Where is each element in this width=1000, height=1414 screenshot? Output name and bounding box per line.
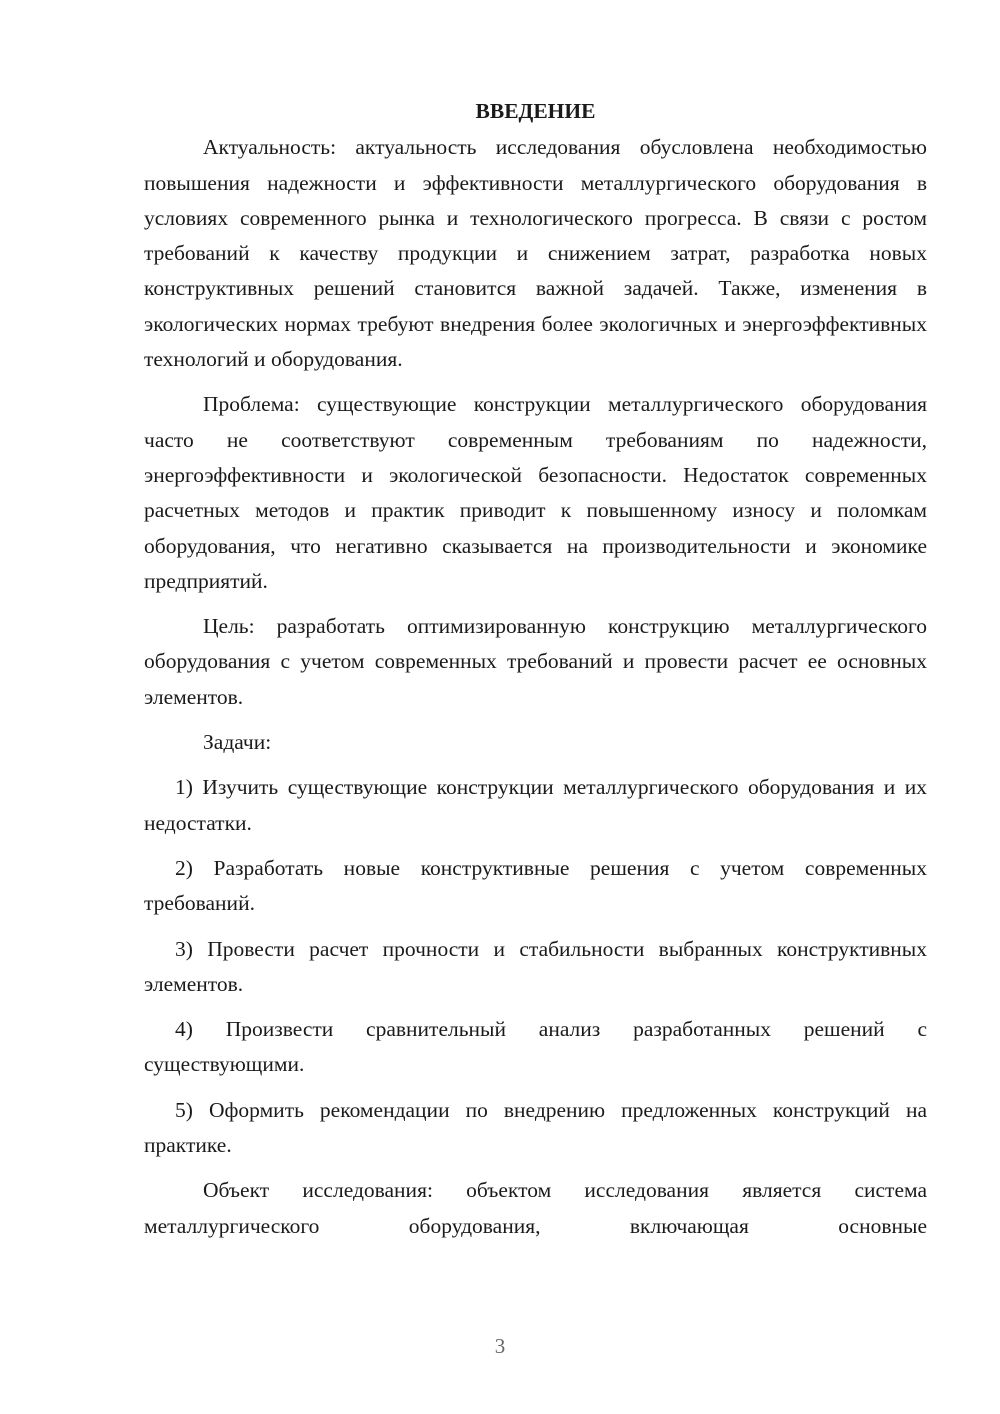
task-item-3: 3) Провести расчет прочности и стабильности выбранных конструктивных элементов. [144,936,927,996]
paragraph-object: Объект исследования: объектом исследования является система металлургического оборудования, включающая основные [144,1178,927,1238]
task-item-1: 1) Изучить существующие конструкции металлургического оборудования и их недостатки. [144,775,927,835]
page-number: 3 [494,1334,506,1358]
task-item-4: 4) Произвести сравнительный анализ разработанных решений с существующими. [144,1017,927,1077]
task-item-2: 2) Разработать новые конструктивные решения с учетом современных требований. [144,855,927,916]
section-title: ВВЕДЕНИЕ [475,99,596,123]
task-item-5: 5) Оформить рекомендации по внедрению предложенных конструкций на практике. [144,1097,927,1158]
paragraph-goal: Цель: разработать оптимизированную конструкцию металлургического оборудования с учетом современных требований и провести расчет ее основных элементов. [144,614,927,709]
paragraph-relevance: Актуальность: актуальность исследования обусловлена необходимостью повышения надежности и эффективности металлургического оборудования в условиях современного рынка и технологического прогресса. В связи с ростом требований к качеству продукции и снижением затрат, разработка новых конструктивных решений становится важной задачей. Также, изменения в экологических нормах требуют внедрения более экологичных и энергоэффективных технологий и оборудования. [144,135,927,372]
tasks-heading: Задачи: [203,730,272,755]
document-body [144,94,927,1244]
paragraph-problem: Проблема: существующие конструкции металлургического оборудования часто не соответствуют современным требованиям по надежности, энергоэффективности и экологической безопасности. Недостаток современных расчетных методов и практик приводит к повышенному износу и поломкам оборудования, что негативно сказывается на производительности и экономике предприятий. [144,392,927,593]
